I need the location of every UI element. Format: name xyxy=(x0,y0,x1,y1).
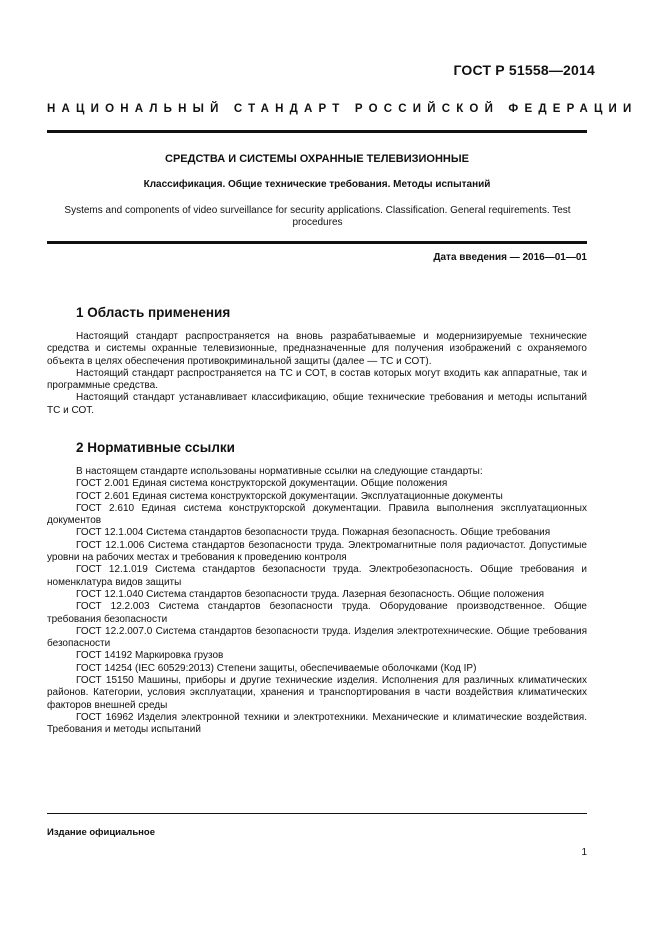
reference-item xyxy=(47,663,587,675)
reference-item xyxy=(47,491,587,503)
reference-item xyxy=(47,503,587,528)
reference-text: ГОСТ 14192 Маркировка грузов xyxy=(76,650,224,662)
paragraph-text: Настоящий стандарт устанавливает классификацию, общие технические требования и методы испытаний ТС и СОТ. xyxy=(47,392,587,416)
paragraph xyxy=(47,466,587,478)
reference-text: ГОСТ 12.1.004 Система стандартов безопасности труда. Пожарная безопасность. Общие требования xyxy=(76,527,551,539)
title-rule xyxy=(47,241,587,244)
introduction-date: Дата введения — 2016—01—01 xyxy=(433,252,587,263)
reference-text: ГОСТ 15150 Машины, приборы и другие технические изделия. Исполнения для различных климатических районов. Категории, условия эксплуатации, хранения и транспортирования в части воздействия климатических факторов внешней среды xyxy=(47,675,587,711)
reference-item xyxy=(47,712,587,737)
reference-text: ГОСТ 12.2.003 Система стандартов безопасности труда. Оборудование производственное. Общие требования безопасности xyxy=(47,601,587,625)
reference-item xyxy=(47,527,587,539)
reference-item xyxy=(47,564,587,589)
reference-item xyxy=(47,478,587,490)
reference-text: ГОСТ 12.2.007.0 Система стандартов безопасности труда. Изделия электротехнические. Общие требования безопасности xyxy=(47,625,587,650)
reference-text: ГОСТ 12.1.040 Система стандартов безопасности труда. Лазерная безопасность. Общие положения xyxy=(76,588,545,600)
paragraph-text: Настоящий стандарт распространяется на вновь разрабатываемые и модернизируемые технические средства и системы охранные телевизионные, предназначенные для получения изображений с охраняемого объекта в целях обеспечения противокриминальной защиты (далее — ТС и СОТ). xyxy=(47,331,587,367)
reference-item xyxy=(47,650,587,662)
national-standard-banner: НАЦИОНАЛЬНЫЙ СТАНДАРТ РОССИЙСКОЙ ФЕДЕРАЦИИ xyxy=(47,103,638,115)
document-subtitle: Классификация. Общие технические требования. Методы испытаний xyxy=(143,179,491,190)
page-number: 1 xyxy=(581,847,587,858)
reference-item xyxy=(47,540,587,565)
reference-item xyxy=(47,675,587,712)
document-title: СРЕДСТВА И СИСТЕМЫ ОХРАННЫЕ ТЕЛЕВИЗИОННЫЕ xyxy=(165,153,469,165)
reference-text: ГОСТ 2.601 Единая система конструкторской документации. Эксплуатационные документы xyxy=(76,490,503,502)
paragraph xyxy=(47,368,587,393)
reference-text: ГОСТ 14254 (IEC 60529:2013) Степени защиты, обеспечиваемые оболочками (Код IP) xyxy=(76,662,477,674)
reference-item xyxy=(47,626,587,651)
paragraph xyxy=(47,392,587,417)
edition-label: Издание официальное xyxy=(47,827,155,838)
reference-text: ГОСТ 12.1.006 Система стандартов безопасности труда. Электромагнитные поля радиочастот. Допустимые уровни на рабочих местах и требования к проведению контроля xyxy=(47,539,587,564)
reference-text: ГОСТ 2.610 Единая система конструкторской документации. Правила выполнения эксплуатационных документов xyxy=(47,502,587,527)
reference-text: ГОСТ 12.1.019 Система стандартов безопасности труда. Электробезопасность. Общие требования и номенклатура видов защиты xyxy=(47,564,587,588)
reference-text: ГОСТ 2.001 Единая система конструкторской документации. Общие положения xyxy=(76,478,448,490)
english-title: Systems and components of video surveillance for security applications. Classification. General requirements. Test procedures xyxy=(64,205,571,228)
paragraph-text: Настоящий стандарт распространяется на ТС и СОТ, в состав которых могут входить как аппаратные, так и программные средства. xyxy=(47,367,587,392)
paragraph-text: В настоящем стандарте использованы нормативные ссылки на следующие стандарты: xyxy=(76,466,483,477)
section-1-heading: 1 Область применения xyxy=(76,305,231,320)
footer-rule xyxy=(47,813,587,814)
section-1-body xyxy=(47,331,587,417)
reference-item xyxy=(47,589,587,601)
top-rule xyxy=(47,130,587,133)
section-2-heading: 2 Нормативные ссылки xyxy=(76,440,235,455)
section-2-body xyxy=(47,466,587,737)
standard-code: ГОСТ Р 51558—2014 xyxy=(453,62,595,78)
reference-text: ГОСТ 16962 Изделия электронной техники и электротехники. Механические и климатические воздействия. Требования и методы испытаний xyxy=(47,711,587,736)
reference-item xyxy=(47,601,587,626)
paragraph xyxy=(47,331,587,368)
